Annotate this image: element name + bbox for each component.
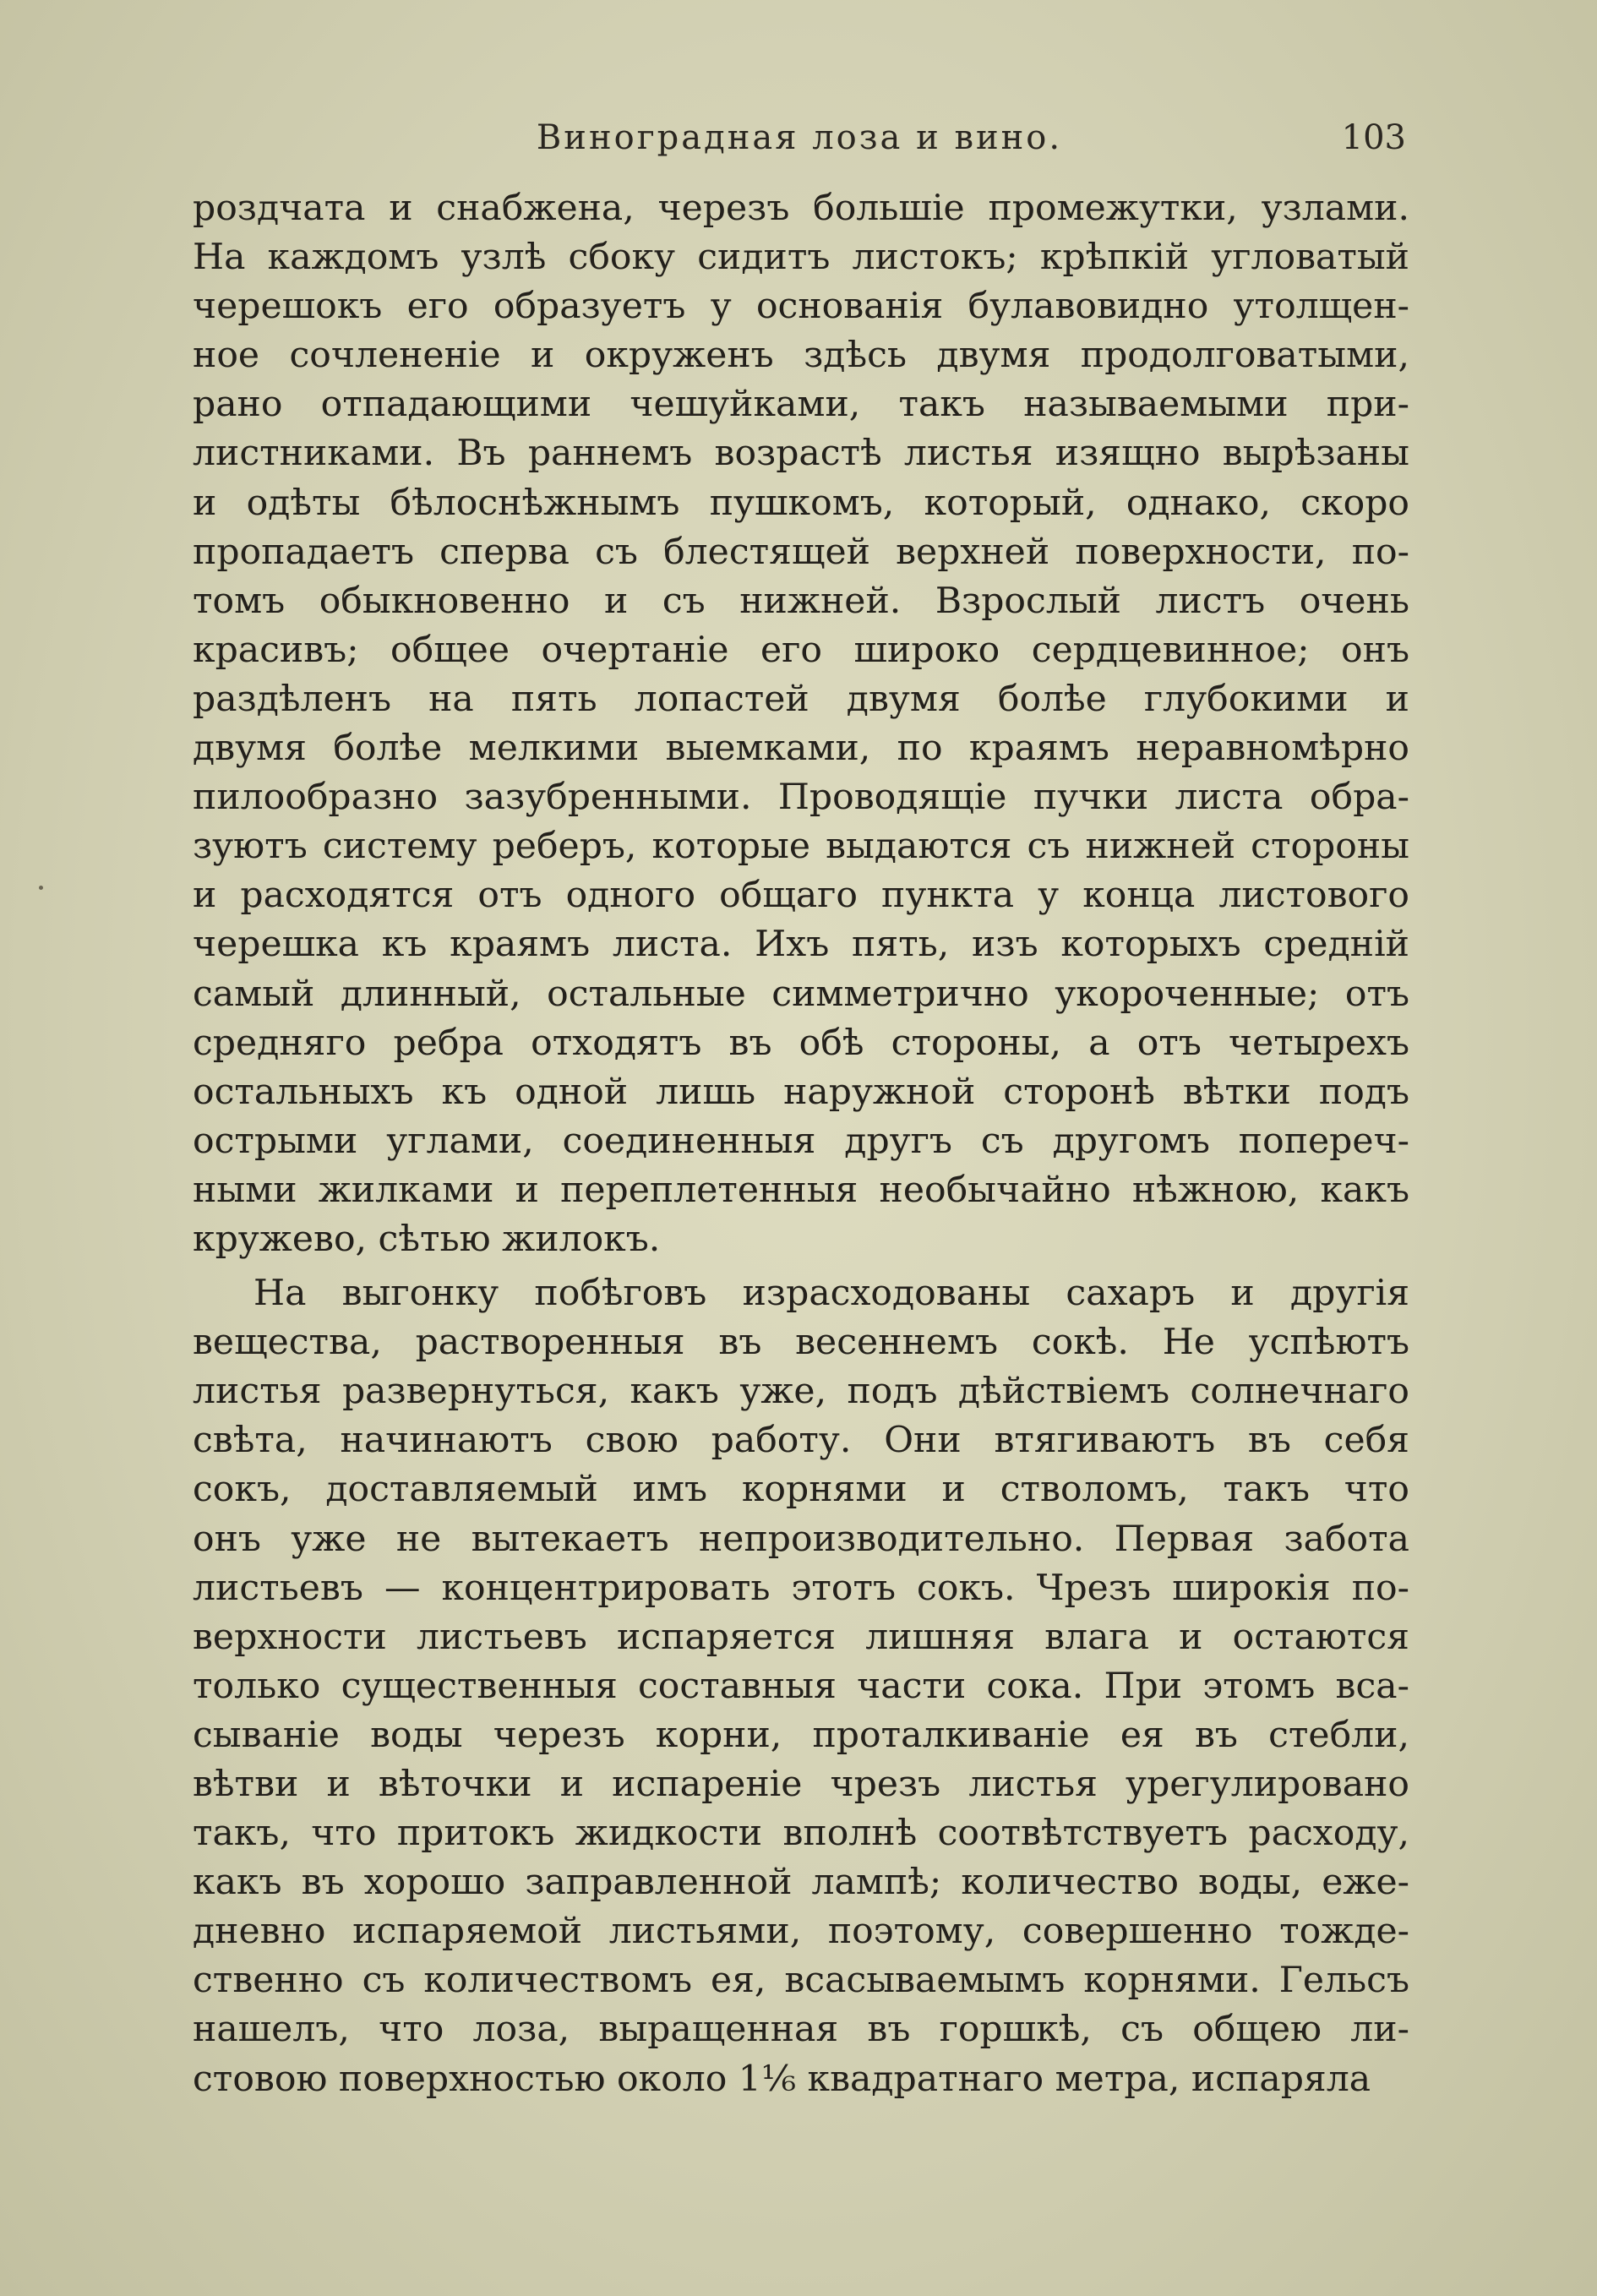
- text-line: двумя болѣе мелкими выемками, по краямъ неравномѣрно: [193, 728, 1409, 770]
- margin-speck: [39, 886, 43, 890]
- text-line: острыми углами, соединенныя другъ съ другомъ попереч-: [193, 1120, 1409, 1162]
- text-line: кружево, сѣтью жилокъ.: [193, 1218, 661, 1260]
- page-number: 103: [1341, 118, 1406, 157]
- text-line: ными жилками и переплетенныя необычайно нѣжною, какъ: [193, 1169, 1409, 1211]
- text-line: вещества, растворенныя въ весеннемъ сокѣ. Не успѣютъ: [193, 1322, 1409, 1364]
- text-line: верхности листьевъ испаряется лишняя влага и остаются: [193, 1616, 1409, 1658]
- text-line: и расходятся отъ одного общаго пункта у конца листового: [193, 875, 1409, 917]
- text-line: сываніе воды черезъ корни, проталкиваніе ея въ стебли,: [193, 1714, 1409, 1756]
- text-line: красивъ; общее очертаніе его широко сердцевинное; онъ: [193, 629, 1409, 671]
- text-line: ное сочлененіе и окруженъ здѣсь двумя продолговатыми,: [193, 335, 1409, 377]
- text-line: черешка къ краямъ листа. Ихъ пять, изъ которыхъ средній: [193, 924, 1409, 966]
- text-line: На выгонку побѣговъ израсходованы сахаръ и другія: [253, 1273, 1409, 1315]
- text-line: только существенныя составныя части сока. При этомъ вса-: [193, 1665, 1409, 1707]
- text-line: средняго ребра отходятъ въ обѣ стороны, а отъ четырехъ: [193, 1022, 1409, 1064]
- text-line: дневно испаряемой листьями, поэтому, совершенно тожде-: [193, 1911, 1409, 1953]
- text-line: пропадаетъ сперва съ блестящей верхней поверхности, по-: [193, 531, 1409, 573]
- text-line: самый длинный, остальные симметрично укороченные; отъ: [193, 973, 1409, 1015]
- text-line: роздчата и снабжена, черезъ большіе промежутки, узлами.: [193, 188, 1409, 229]
- text-line: На каждомъ узлѣ сбоку сидитъ листокъ; крѣпкій угловатый: [193, 237, 1409, 279]
- text-line: рано отпадающими чешуйками, такъ называемыми при-: [193, 384, 1409, 426]
- text-line: нашелъ, что лоза, выращенная въ горшкѣ, съ общею ли-: [193, 2009, 1409, 2051]
- page-header: [193, 118, 1406, 161]
- text-line: томъ обыкновенно и съ нижней. Взрослый листъ очень: [193, 580, 1409, 622]
- text-line: сокъ, доставляемый имъ корнями и стволомъ, такъ что: [193, 1469, 1409, 1511]
- text-line: листниками. Въ раннемъ возрастѣ листья изящно вырѣзаны: [193, 433, 1409, 475]
- paragraph: [193, 1269, 1409, 2104]
- text-line: зуютъ систему реберъ, которые выдаются съ нижней стороны: [193, 826, 1409, 868]
- paragraph: [193, 184, 1409, 1264]
- text-line: раздѣленъ на пять лопастей двумя болѣе глубокими и: [193, 678, 1409, 720]
- text-line: свѣта, начинаютъ свою работу. Они втягиваютъ въ себя: [193, 1420, 1409, 1462]
- text-line: остальныхъ къ одной лишь наружной сторонѣ вѣтки подъ: [193, 1071, 1409, 1113]
- running-title: Виноградная лоза и вино.: [536, 118, 1063, 157]
- text-line: листья развернуться, какъ уже, подъ дѣйствіемъ солнечнаго: [193, 1371, 1409, 1413]
- text-line: онъ уже не вытекаетъ непроизводительно. Первая забота: [193, 1518, 1409, 1560]
- text-line: и одѣты бѣлоснѣжнымъ пушкомъ, который, однако, скоро: [193, 482, 1409, 524]
- text-line: черешокъ его образуетъ у основанія булавовидно утолщен-: [193, 286, 1409, 328]
- text-line: ственно съ количествомъ ея, всасываемымъ корнями. Гельсъ: [193, 1960, 1409, 2002]
- text-line: листьевъ — концентрировать этотъ сокъ. Чрезъ широкія по-: [193, 1567, 1409, 1609]
- text-line: вѣтви и вѣточки и испареніе чрезъ листья урегулировано: [193, 1764, 1409, 1805]
- body-text: [193, 184, 1409, 2104]
- text-line: такъ, что притокъ жидкости вполнѣ соотвѣтствуетъ расходу,: [193, 1813, 1409, 1855]
- text-line: пилообразно зазубренными. Проводящіе пучки листа обра-: [193, 777, 1409, 819]
- text-line: стовою поверхностью около 1⅙ квадратнаго метра, испаряла: [193, 2058, 1371, 2100]
- text-line: какъ въ хорошо заправленной лампѣ; количество воды, еже-: [193, 1862, 1409, 1904]
